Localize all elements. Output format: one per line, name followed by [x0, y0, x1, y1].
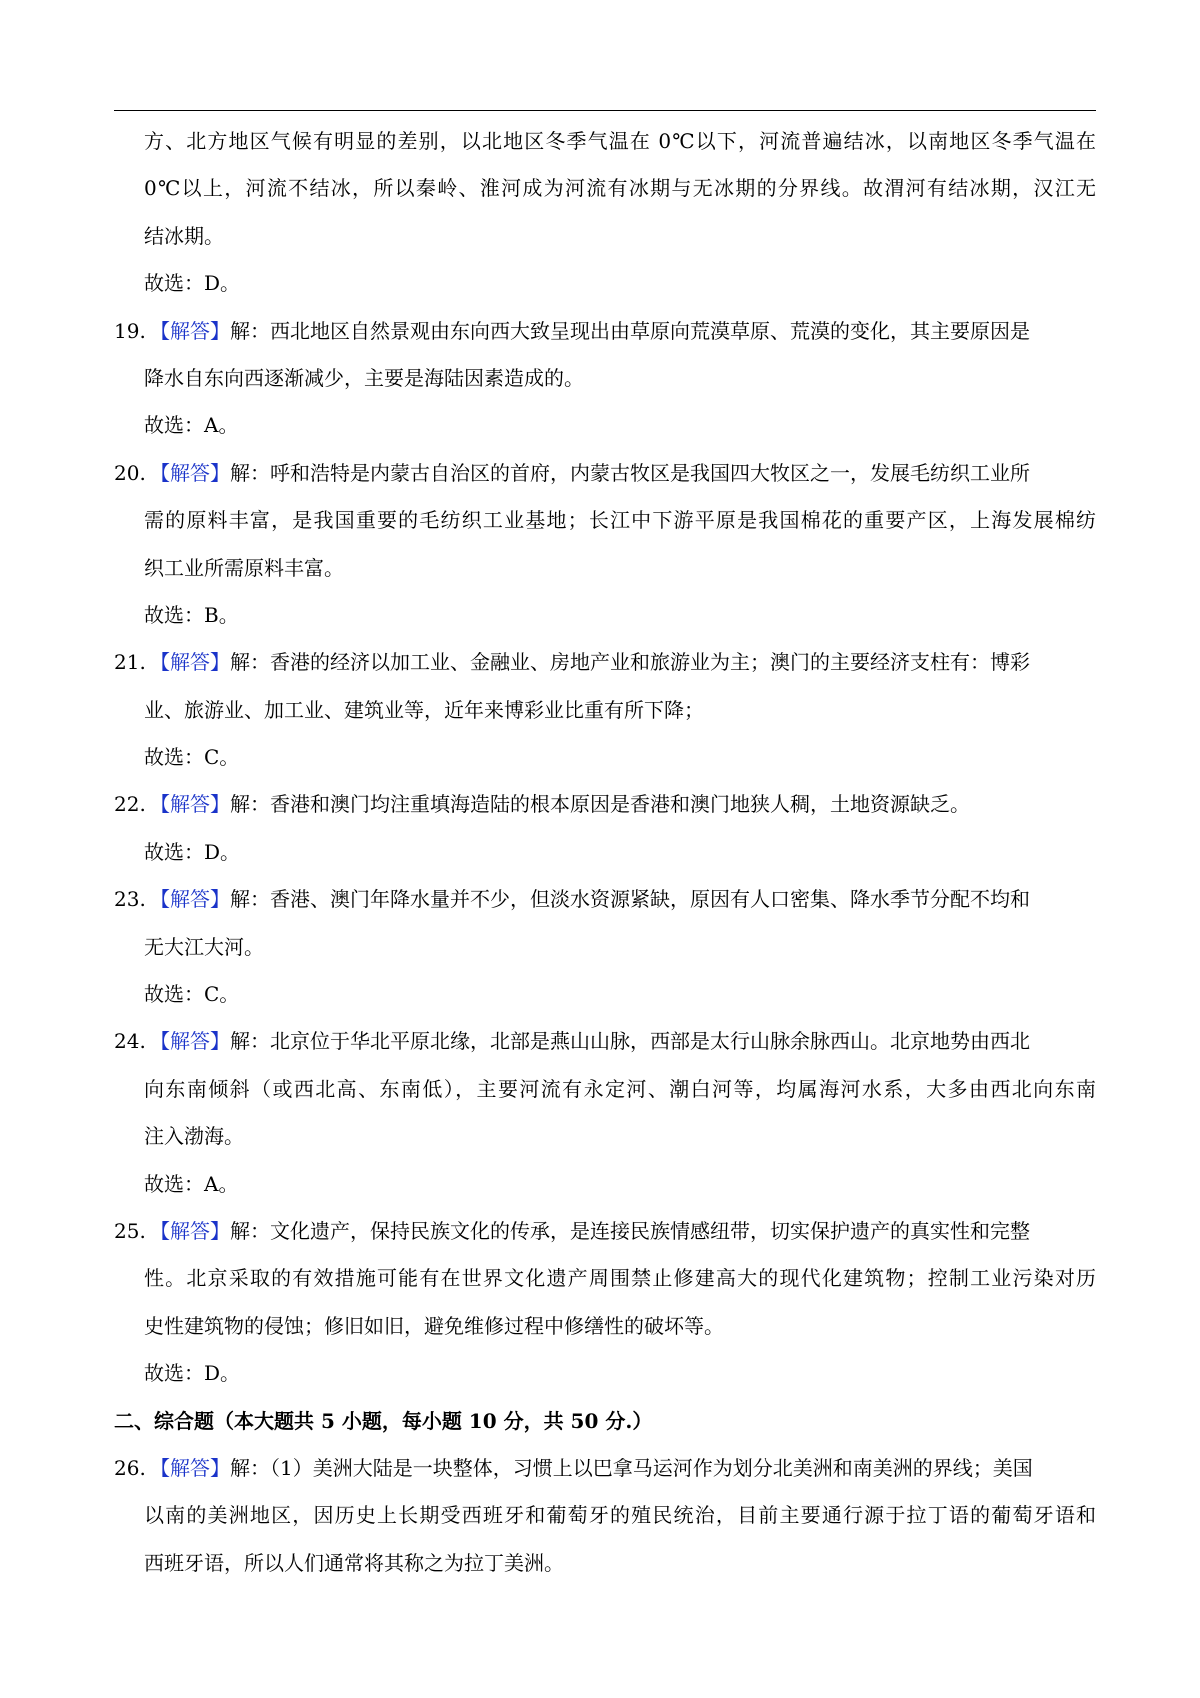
solution-tag: 【解答】	[150, 460, 230, 485]
answer-choice: 故选：D。	[144, 271, 241, 296]
paragraph-line: 方、北方地区气候有明显的差别，以北地区冬季气温在 0℃以下，河流普遍结冰，以南地区冬季气温在	[144, 129, 1096, 153]
solution-tag: 【解答】	[150, 1218, 230, 1243]
question-number: 25.	[114, 1218, 146, 1243]
solution-tag: 【解答】	[150, 887, 230, 912]
paragraph-line: 注入渤海。	[144, 1124, 244, 1149]
solution-text: 解：北京位于华北平原北缘，北部是燕山山脉，西部是太行山脉余脉西山。北京地势由西北	[230, 1029, 1030, 1054]
question-number: 20.	[114, 460, 146, 485]
answer-choice: 故选：A。	[144, 413, 239, 438]
solution-text: 解：香港、澳门年降水量并不少，但淡水资源紧缺，原因有人口密集、降水季节分配不均和	[230, 887, 1030, 912]
question-23-line-1	[114, 876, 1096, 923]
question-number: 23.	[114, 887, 146, 912]
paragraph-line: 以南的美洲地区，因历史上长期受西班牙和葡萄牙的殖民统治，目前主要通行源于拉丁语的葡萄牙语和	[144, 1503, 1096, 1528]
paragraph-line: 无大江大河。	[144, 934, 264, 959]
answer-choice: 故选：A。	[144, 1171, 239, 1196]
question-20-line-1	[114, 450, 1096, 497]
paragraph-line: 史性建筑物的侵蚀；修旧如旧，避免维修过程中修缮性的破坏等。	[144, 1313, 724, 1338]
paragraph-line: 0℃以上，河流不结冰，所以秦岭、淮河成为河流有冰期与无冰期的分界线。故渭河有结冰期，汉江无	[144, 176, 1096, 201]
question-number: 19.	[114, 318, 146, 343]
question-24-line-1	[114, 1018, 1096, 1065]
solution-text: 解：呼和浩特是内蒙古自治区的首府，内蒙古牧区是我国四大牧区之一，发展毛纺织工业所	[230, 460, 1030, 485]
header-rule	[114, 110, 1096, 111]
solution-text: 解：文化遗产，保持民族文化的传承，是连接民族情感纽带，切实保护遗产的真实性和完整	[230, 1218, 1030, 1243]
answer-choice: 故选：D。	[144, 839, 241, 864]
paragraph-line: 织工业所需原料丰富。	[144, 555, 344, 580]
answer-choice: 故选：C。	[144, 982, 240, 1007]
question-number: 26.	[114, 1455, 146, 1480]
solution-text: 解：西北地区自然景观由东向西大致呈现出由草原向荒漠草原、荒漠的变化，其主要原因是	[230, 318, 1030, 343]
section-heading: 二、综合题（本大题共 5 小题，每小题 10 分，共 50 分.）	[114, 1408, 653, 1433]
paragraph-line: 业、旅游业、加工业、建筑业等，近年来博彩业比重有所下降；	[144, 697, 704, 722]
solution-tag: 【解答】	[150, 792, 230, 817]
question-number: 21.	[114, 650, 146, 675]
question-number: 24.	[114, 1029, 146, 1054]
solution-text: 解：（1）美洲大陆是一块整体，习惯上以巴拿马运河作为划分北美洲和南美洲的界线；美国	[230, 1455, 1033, 1480]
paragraph-line: 结冰期。	[144, 223, 224, 248]
question-25-line-1	[114, 1208, 1096, 1255]
paragraph-line: 西班牙语，所以人们通常将其称之为拉丁美洲。	[144, 1550, 564, 1575]
question-22-line-1	[114, 781, 1096, 828]
answer-content	[114, 118, 1096, 1587]
solution-tag: 【解答】	[150, 1455, 230, 1480]
solution-tag: 【解答】	[150, 1029, 230, 1054]
solution-tag: 【解答】	[150, 650, 230, 675]
paragraph-line: 降水自东向西逐渐减少，主要是海陆因素造成的。	[144, 365, 584, 390]
question-21-line-1	[114, 639, 1096, 686]
answer-choice: 故选：C。	[144, 745, 240, 770]
paragraph-line: 需的原料丰富，是我国重要的毛纺织工业基地；长江中下游平原是我国棉花的重要产区，上海发展棉纺	[144, 508, 1096, 533]
answer-choice: 故选：D。	[144, 1361, 241, 1386]
paragraph-line: 向东南倾斜（或西北高、东南低），主要河流有永定河、潮白河等，均属海河水系，大多由西北向东南	[144, 1076, 1096, 1101]
question-19-line-1	[114, 308, 1096, 355]
solution-text: 解：香港的经济以加工业、金融业、房地产业和旅游业为主；澳门的主要经济支柱有：博彩	[230, 650, 1030, 675]
answer-choice: 故选：B。	[144, 602, 239, 627]
question-number: 22.	[114, 792, 146, 817]
solution-tag: 【解答】	[150, 318, 230, 343]
solution-text: 解：香港和澳门均注重填海造陆的根本原因是香港和澳门地狭人稠，土地资源缺乏。	[230, 792, 970, 817]
question-26-line-1	[114, 1445, 1096, 1492]
paragraph-line: 性。北京采取的有效措施可能有在世界文化遗产周围禁止修建高大的现代化建筑物；控制工业污染对历	[144, 1266, 1096, 1291]
